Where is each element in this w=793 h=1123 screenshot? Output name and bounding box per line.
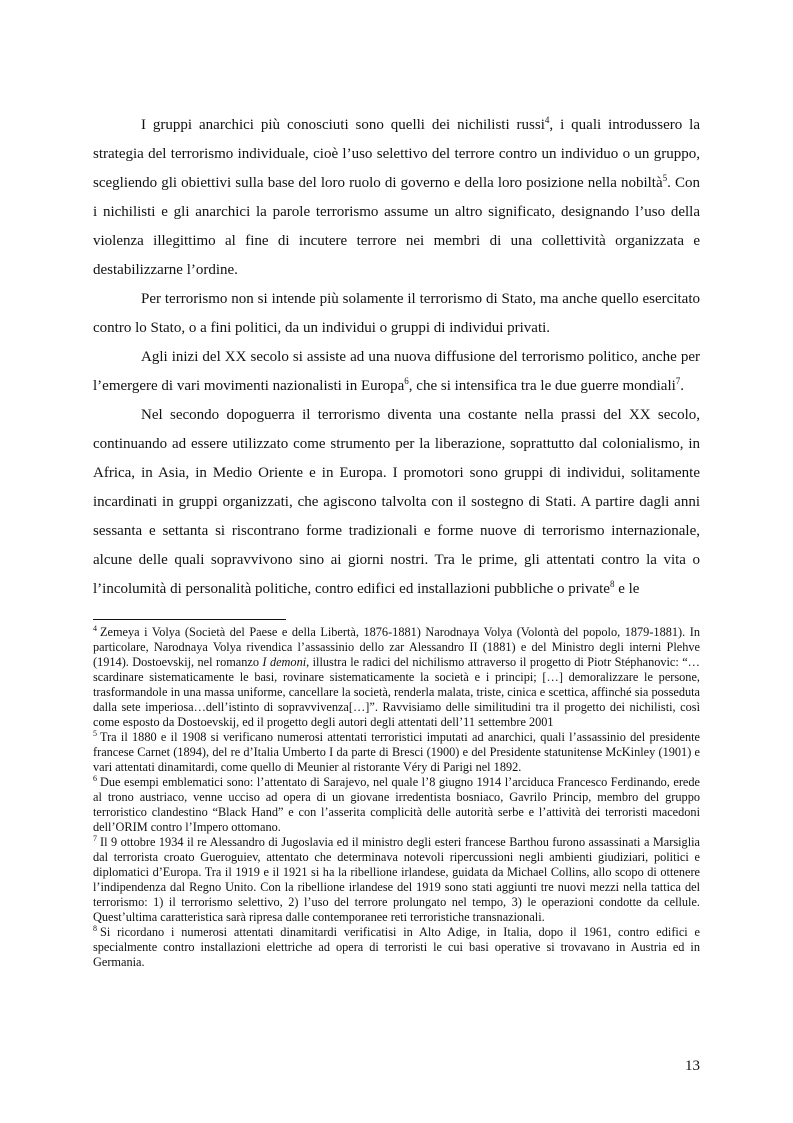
text-run: Zemeya i Volya (Società del Paese e della Libertà, 1876-1881) Narodnaya Volya (Volontà del popolo, 1879-1881). In particolare, Narodnaya Volya rivendica l’assassinio dello zar Alessandro II (1881) e del Ministro degli interni Plehve (1914). Dostoevskij, nel romanzo xyxy=(93,625,700,669)
footnote xyxy=(93,925,700,970)
text-run: Si ricordano i numerosi attentati dinamitardi verificatisi in Alto Adige, in Italia, dopo il 1961, contro edifici e specialmente contro installazioni elettriche ad opera di terroristi le cui basi operative si trovavano in Austria ed in Germania. xyxy=(93,925,700,969)
footnote xyxy=(93,625,700,730)
footnote xyxy=(93,835,700,925)
text-run: e le xyxy=(614,581,640,597)
text-run: . xyxy=(680,378,685,394)
footnote-reference: 7 xyxy=(675,376,681,386)
text-run: Agli inizi del XX secolo si assiste ad una nuova diffusione del terrorismo politico, anche per l’emergere di vari movimenti nazionalisti in Europa xyxy=(93,349,700,394)
footnote-number: 8 xyxy=(93,923,97,933)
body-paragraph xyxy=(93,401,700,604)
text-run: . Con i nichilisti e gli anarchici la parole terrorismo assume un altro significato, designando l’uso della violenza illegittimo al fine di incutere terrore nei membri di una collettività organizzata e destabilizzarne l’ordine. xyxy=(93,175,700,278)
footnote-reference: 8 xyxy=(609,579,615,589)
text-run: Tra il 1880 e il 1908 si verificano numerosi attentati terroristici imputati ad anarchici, quali l’assassinio del presidente francese Carnet (1894), del re d’Italia Umberto I da parte di Bresci (1900) e del Presidente statunitense McKinley (1901) e vari attentati dinamitardi, come quello di Meunier al ristorante Véry di Parigi nel 1892. xyxy=(93,730,700,774)
footnote-number: 4 xyxy=(93,623,97,633)
body-paragraph xyxy=(93,111,700,285)
body-paragraph xyxy=(93,285,700,343)
text-run: Nel secondo dopoguerra il terrorismo diventa una costante nella prassi del XX secolo, continuando ad essere utilizzato come strumento per la liberazione, soprattutto dal colonialismo, in Africa, in Asia, in Medio Oriente e in Europa. I promotori sono gruppi di individui, solitamente incardinati in gruppi organizzati, che agiscono talvolta con il sostegno di Stati. A partire dagli anni sessanta e settanta si riscontrano forme tradizionali e forme nuove di terrorismo internazionale, alcune delle quali sopravvivono sino ai giorni nostri. Tra le prime, gli attentati contro la vita o l’incolumità di personalità politiche, contro edifici ed installazioni pubbliche o private xyxy=(93,407,700,597)
text-run: , i quali introdussero la strategia del terrorismo individuale, cioè l’uso selettivo del terrore contro un individuo o un gruppo, scegliendo gli obiettivi sulla base del loro ruolo di governo e della loro posizione nella nobiltà xyxy=(93,117,700,191)
footnote xyxy=(93,730,700,775)
footnotes xyxy=(93,625,700,970)
footnote-reference: 5 xyxy=(662,173,668,183)
footnote-number: 7 xyxy=(93,833,97,843)
text-run: , illustra le radici del nichilismo attraverso il progetto di Piotr Stéphanovic: “…scardinare sistematicamente le basi, rovinare sistematicamente la società e i principi; […] demoralizzare le persone, trasformandole in una massa uniforme, cancellare la società, renderla malata, triste, cinica e scettica, affinché sia posseduta dalla sete imperiosa…dell’istinto di sopravvivenza[…]”. Ravvisiamo delle similitudini tra il progetto dei nichilisti, così come esposto da Dostoevskij, ed il progetto degli autori degli attentati dell’11 settembre 2001 xyxy=(93,655,700,729)
text-run: Due esempi emblematici sono: l’attentato di Sarajevo, nel quale l’8 giugno 1914 l’arciduca Francesco Ferdinando, erede al trono austriaco, venne ucciso ad opera di un giovane irredentista bosniaco, Gavrilo Princip, membro del gruppo terroristico clandestino “Black Hand” e con l’asserita complicità delle autorità serbe e l’attività dei terroristi macedoni dell’ORIM contro l’Impero ottomano. xyxy=(93,775,700,834)
footnote xyxy=(93,775,700,835)
page-number: 13 xyxy=(685,1058,700,1074)
footnote-separator xyxy=(93,619,286,620)
footnote-reference: 4 xyxy=(544,115,550,125)
footnote-number: 5 xyxy=(93,728,97,738)
text-run: Per terrorismo non si intende più solamente il terrorismo di Stato, ma anche quello esercitato contro lo Stato, o a fini politici, da un individui o gruppi di individui privati. xyxy=(93,291,700,336)
text-run: I gruppi anarchici più conosciuti sono quelli dei nichilisti russi xyxy=(141,117,545,133)
text-run: Il 9 ottobre 1934 il re Alessandro di Jugoslavia ed il ministro degli esteri francese Barthou furono assassinati a Marsiglia dal terrorista croato Gueroguiev, attentato che determinava notevoli ripercussioni negli ambienti giudiziari, politici e diplomatici d’Europa. Tra il 1919 e il 1921 si ha la ribellione irlandese, guidata da Michael Collins, allo scopo di ottenere l’indipendenza dal Regno Unito. Con la ribellione irlandese del 1919 sono stati aggiunti tre nuovi mezzi nella tattica del terrorismo: 1) il terrorismo selettivo, 2) l’uso del terrore prolungato nel tempo, 3) le operazioni condotte da cellule. Quest’ultima caratteristica sarà ripresa dalle contemporanee reti terroristiche transnazionali. xyxy=(93,835,700,924)
text-run: , che si intensifica tra le due guerre mondiali xyxy=(408,378,676,394)
body-paragraph xyxy=(93,343,700,401)
italic-title: I demoni xyxy=(262,655,307,669)
body-text xyxy=(93,111,700,604)
footnote-number: 6 xyxy=(93,773,97,783)
footnote-reference: 6 xyxy=(404,376,409,386)
